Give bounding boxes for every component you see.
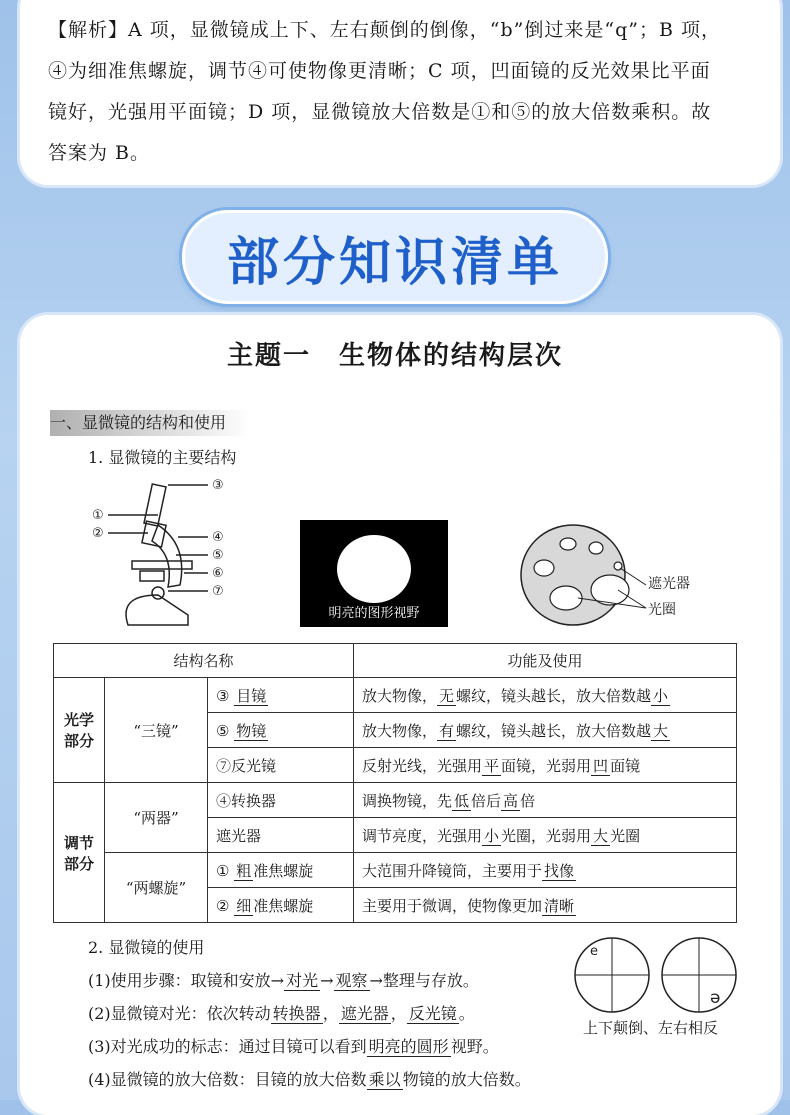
view-letter-inverted: ə	[710, 988, 721, 1008]
structure-function: 调换物镜，先 低 倍后 高 倍	[354, 783, 737, 818]
structure-name: ⑦反光镜	[208, 748, 354, 783]
structure-function: 放大物像， 有 螺纹，镜头越长，放大倍数越 大	[354, 713, 737, 748]
subheading-usage: 2. 显微镜的使用	[88, 938, 205, 957]
subheading-structure: 1. 显微镜的主要结构	[88, 448, 237, 467]
structure-name: ④转换器	[208, 783, 354, 818]
structure-function: 主要用于微调，使物像更加 清晰	[354, 888, 737, 923]
banner-title: 部分知识清单	[226, 232, 563, 293]
analysis-line: 【解析】A 项，显微镜成上下、左右颠倒的倒像，“b”倒过来是“q”；B 项，	[48, 19, 721, 41]
usage-step-3: (3)对光成功的标志：通过目镜可以看到 明亮的圆形 视野。	[88, 1037, 499, 1056]
inverted-image-caption: 上下颠倒、左右相反	[583, 1019, 719, 1037]
table-row	[54, 678, 737, 713]
group-adjust: 调节 部分	[54, 783, 105, 923]
table-row	[54, 783, 737, 818]
usage-step-1: (1)使用步骤：取镜和安放→ 对光 → 观察 →整理与存放。	[88, 971, 479, 990]
structure-name: ② 细 准焦螺旋	[208, 888, 354, 923]
diaphragm-diagram	[518, 520, 718, 630]
table-row	[54, 853, 737, 888]
col-header-function: 功能及使用	[354, 644, 737, 678]
structure-function: 调节亮度，光强用 小 光圈，光弱用 大 光圈	[354, 818, 737, 853]
structure-function: 反射光线，光强用 平 面镜，光弱用 凹 面镜	[354, 748, 737, 783]
inverted-image-diagram	[572, 935, 742, 1015]
label-eyepiece: ③	[212, 478, 224, 493]
label-stage: ⑥	[212, 566, 224, 581]
analysis-line: ④为细准焦螺旋，调节④可使物像更清晰；C 项，凹面镜的反光效果比平面	[48, 60, 711, 82]
microscope-diagram	[88, 475, 248, 635]
group-optical: 光学 部分	[54, 678, 105, 783]
structure-name: 遮光器	[208, 818, 354, 853]
structure-name: ③ 目镜	[208, 678, 354, 713]
section-heading: 一、显微镜的结构和使用	[50, 410, 250, 436]
subgroup-two-screws: “两螺旋”	[105, 853, 208, 923]
bright-field-label: 明亮的图形视野	[328, 606, 420, 621]
structure-function: 放大物像， 无 螺纹，镜头越长，放大倍数越 小	[354, 678, 737, 713]
structure-name: ① 粗 准焦螺旋	[208, 853, 354, 888]
bright-field-circle	[337, 535, 411, 603]
subgroup-two-devices: “两器”	[105, 783, 208, 853]
label-converter: ④	[212, 530, 224, 545]
knowledge-banner	[182, 210, 608, 304]
label-aperture: 光圈	[648, 602, 676, 618]
structure-function: 大范围升降镜筒，主要用于 找像	[354, 853, 737, 888]
label-mirror: ⑦	[212, 584, 224, 599]
analysis-line: 镜好，光强用平面镜；D 项，显微镜放大倍数是①和⑤的放大倍数乘积。故	[48, 101, 712, 123]
col-header-structure: 结构名称	[54, 644, 354, 678]
analysis-line: 答案为 B。	[48, 142, 151, 164]
label-coarse: ①	[92, 508, 104, 523]
usage-step-4: (4)显微镜的放大倍数：目镜的放大倍数 乘以 物镜的放大倍数。	[88, 1070, 531, 1089]
usage-step-2: (2)显微镜对光：依次转动 转换器 ， 遮光器 ， 反光镜 。	[88, 1004, 475, 1023]
label-fine: ②	[92, 526, 104, 541]
subgroup-three-lenses: “三镜”	[105, 678, 208, 783]
label-objective: ⑤	[212, 548, 224, 563]
analysis-text	[48, 10, 728, 174]
table-header-row	[54, 644, 737, 678]
structure-table	[53, 643, 737, 923]
label-diaphragm: 遮光器	[648, 576, 690, 592]
topic-title: 主题一 生物体的结构层次	[226, 341, 563, 371]
view-letter-original: e	[590, 944, 598, 959]
bright-field-figure	[300, 520, 448, 627]
structure-name: ⑤ 物镜	[208, 713, 354, 748]
